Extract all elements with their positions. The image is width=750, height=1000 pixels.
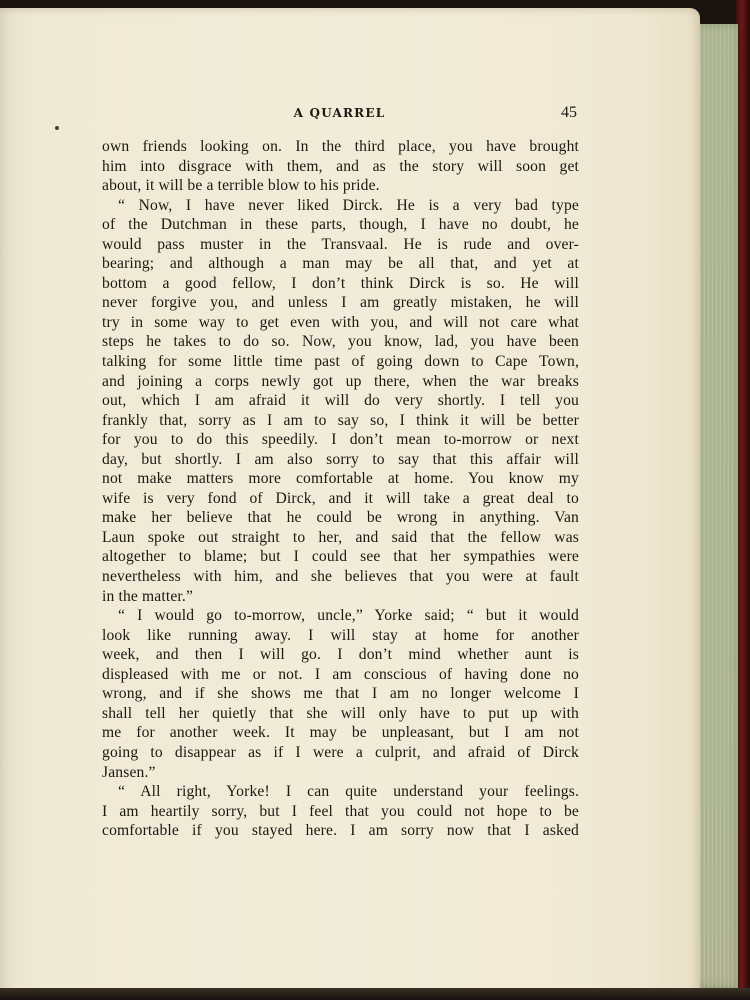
text-line: wife is very fond of Dirck, and it will take a great deal to: [102, 489, 579, 507]
text-line: I am heartily sorry, but I feel that you could not hope to be: [102, 802, 579, 820]
text-line: about, it will be a terrible blow to his pride.: [102, 177, 380, 195]
page-dot-mark: [55, 126, 59, 130]
text-line: “ I would go to-morrow, uncle,” Yorke said; “ but it would: [118, 607, 579, 625]
book-cover-edge: [736, 0, 750, 1000]
text-line: “ All right, Yorke! I can quite understand your feelings.: [118, 783, 579, 801]
text-line: me for another week. It may be unpleasant, but I am not: [102, 724, 579, 742]
text-line: frankly that, sorry as I am to say so, I think it will be better: [102, 411, 579, 429]
text-line: altogether to blame; but I could see that her sympathies were: [102, 548, 579, 566]
running-head: [102, 103, 577, 123]
text-line: Laun spoke out straight to her, and said that the fellow was: [102, 528, 579, 546]
text-line: displeased with me or not. I am conscious of having done no: [102, 665, 579, 683]
text-line: wrong, and if she shows me that I am no longer welcome I: [102, 685, 579, 703]
text-line: talking for some little time past of going down to Cape Town,: [102, 353, 579, 371]
text-line: comfortable if you stayed here. I am sorry now that I asked: [102, 822, 579, 840]
text-line: not make matters more comfortable at home. You know my: [102, 470, 579, 488]
text-line: going to disappear as if I were a culprit, and afraid of Dirck: [102, 743, 579, 761]
text-line: for you to do this speedily. I don’t mean to-morrow or next: [102, 431, 579, 449]
text-line: out, which I am afraid it will do very shortly. I tell you: [102, 392, 579, 410]
page-number: 45: [561, 104, 577, 121]
text-line: try in some way to get even with you, and will not care what: [102, 313, 579, 331]
text-line: own friends looking on. In the third place, you have brought: [102, 138, 579, 155]
text-line: and joining a corps newly got up there, when the war breaks: [102, 372, 579, 390]
body-text: [102, 137, 579, 841]
running-title: A QUARREL: [293, 106, 386, 120]
text-line: never forgive you, and unless I am greatly mistaken, he will: [102, 294, 579, 312]
text-line: bottom a good fellow, I don’t think Dirck is so. He will: [102, 274, 579, 292]
text-line: day, but shortly. I am also sorry to say that this affair will: [102, 450, 579, 468]
text-line: “ Now, I have never liked Dirck. He is a very bad type: [118, 196, 579, 214]
text-line: steps he takes to do so. Now, you know, lad, you have been: [102, 333, 579, 351]
text-line: week, and then I will go. I don’t mind whether aunt is: [102, 646, 579, 664]
text-line: of the Dutchman in these parts, though, I have no doubt, he: [102, 216, 579, 234]
text-line: bearing; and although a man may be all that, and yet at: [102, 255, 579, 273]
text-line: Jansen.”: [102, 763, 156, 781]
text-line: him into disgrace with them, and as the story will soon get: [102, 157, 579, 175]
text-line: would pass muster in the Transvaal. He is rude and over-: [102, 235, 579, 253]
text-line: look like running away. I will stay at home for another: [102, 626, 579, 644]
text-line: nevertheless with him, and she believes that you were at fault: [102, 568, 579, 586]
text-line: in the matter.”: [102, 587, 194, 605]
bottom-background: [0, 988, 750, 1000]
text-line: make her believe that he could be wrong in anything. Van: [102, 509, 579, 527]
text-line: shall tell her quietly that she will only have to put up with: [102, 704, 579, 722]
